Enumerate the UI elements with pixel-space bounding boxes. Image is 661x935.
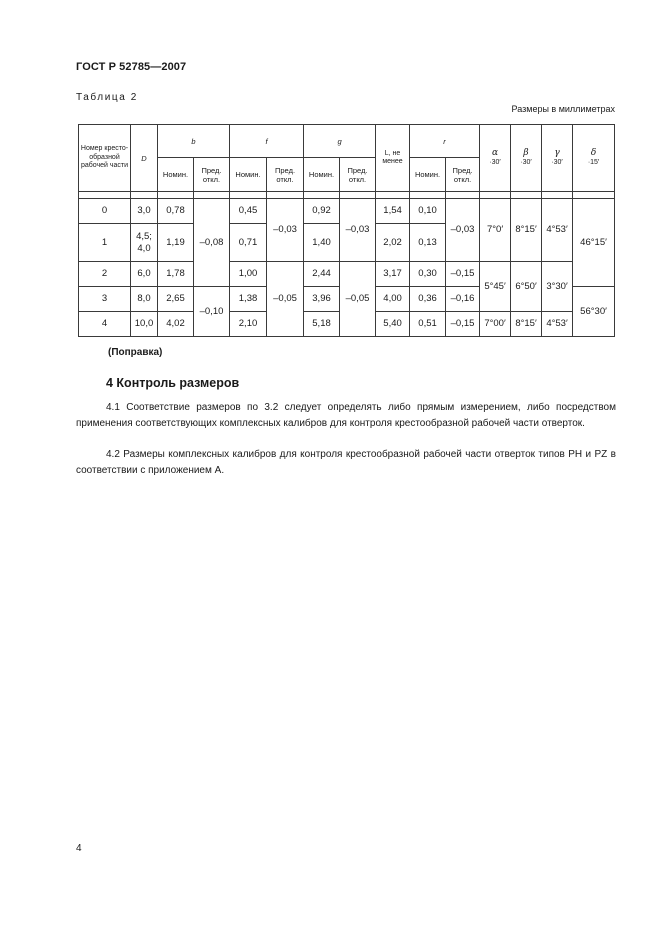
cell-delta-group-1: 46°15′ — [573, 199, 615, 287]
cell-alpha-group-1: 7°0′ — [480, 199, 511, 262]
cell-g-deviation-group-1: –0,03 — [340, 199, 376, 262]
cell-r-deviation: –0,16 — [446, 287, 480, 312]
cell-num: 1 — [79, 224, 131, 262]
cell-D: 8,0 — [131, 287, 158, 312]
header-b-deviation: Пред. откл. — [194, 158, 230, 192]
cell-D: 3,0 — [131, 199, 158, 224]
cell-g-nominal: 5,18 — [304, 312, 340, 337]
cell-L: 1,54 — [376, 199, 410, 224]
cell-b-nominal: 2,65 — [158, 287, 194, 312]
cell-alpha-group-2: 5°45′ — [480, 262, 511, 312]
cell-gamma-group-2: 3°30′ — [542, 262, 573, 312]
cell-D: 10,0 — [131, 312, 158, 337]
header-r: r — [410, 125, 480, 158]
header-alpha — [480, 125, 511, 192]
table-units-note: Размеры в миллиметрах — [511, 104, 615, 114]
header-crosspoint-number: Номер кресто-образной рабочей части — [79, 125, 131, 192]
table-label: Таблица 2 — [76, 92, 138, 103]
page-number: 4 — [76, 843, 82, 854]
table-row — [79, 262, 615, 287]
header-f: f — [230, 125, 304, 158]
section-heading: 4 Контроль размеров — [106, 376, 240, 390]
header-g: g — [304, 125, 376, 158]
header-g-nominal: Номин. — [304, 158, 340, 192]
cell-num: 3 — [79, 287, 131, 312]
paragraph-4-1 — [76, 400, 616, 432]
header-L: L, не менее — [376, 125, 410, 192]
beta-symbol: β — [523, 148, 529, 159]
cell-b-deviation-group-1: –0,08 — [194, 199, 230, 287]
amendment-note: (Поправка) — [108, 347, 163, 358]
cell-f-nominal: 0,71 — [230, 224, 267, 262]
delta-symbol: δ — [590, 148, 597, 159]
header-r-nominal: Номин. — [410, 158, 446, 192]
header-g-deviation: Пред. откл. — [340, 158, 376, 192]
cell-g-deviation-group-2: –0,05 — [340, 262, 376, 337]
cell-r-deviation: –0,15 — [446, 312, 480, 337]
cell-g-nominal: 3,96 — [304, 287, 340, 312]
cell-b-deviation-group-2: –0,10 — [194, 287, 230, 337]
delta-tolerance: ·15′ — [587, 159, 600, 167]
header-separator-row — [79, 192, 615, 199]
cell-beta-group-1: 8°15′ — [511, 199, 542, 262]
cell-alpha: 7°00′ — [480, 312, 511, 337]
cell-beta: 8°15′ — [511, 312, 542, 337]
cell-num: 2 — [79, 262, 131, 287]
cell-gamma: 4°53′ — [542, 312, 573, 337]
cell-b-nominal: 0,78 — [158, 199, 194, 224]
cell-g-nominal: 1,40 — [304, 224, 340, 262]
gamma-tolerance: ·30′ — [551, 159, 563, 167]
header-f-deviation: Пред. откл. — [267, 158, 304, 192]
cell-delta-group-2: 56°30′ — [573, 287, 615, 337]
document-code: ГОСТ Р 52785—2007 — [76, 61, 187, 73]
cell-f-deviation-group-1: –0,03 — [267, 199, 304, 262]
cell-D: 4,5; 4,0 — [131, 224, 158, 262]
cell-g-nominal: 0,92 — [304, 199, 340, 224]
cell-f-nominal: 1,00 — [230, 262, 267, 287]
cell-gamma-group-1: 4°53′ — [542, 199, 573, 262]
table-row — [79, 199, 615, 224]
header-r-deviation: Пред. откл. — [446, 158, 480, 192]
alpha-tolerance: ·30′ — [489, 159, 501, 167]
cell-g-nominal: 2,44 — [304, 262, 340, 287]
cell-r-nominal: 0,30 — [410, 262, 446, 287]
cell-num: 0 — [79, 199, 131, 224]
header-beta — [511, 125, 542, 192]
cell-L: 2,02 — [376, 224, 410, 262]
header-b-nominal: Номин. — [158, 158, 194, 192]
cell-f-nominal: 0,45 — [230, 199, 267, 224]
header-gamma — [542, 125, 573, 192]
beta-tolerance: ·30′ — [520, 159, 532, 167]
cell-num: 4 — [79, 312, 131, 337]
cell-b-nominal: 1,19 — [158, 224, 194, 262]
cell-r-nominal: 0,10 — [410, 199, 446, 224]
cell-L: 3,17 — [376, 262, 410, 287]
gamma-symbol: γ — [554, 148, 560, 159]
paragraph-4-2-text: 4.2 Размеры комплексных калибров для контроля крестообразной рабочей части отверток типов PH и PZ в соответствии с приложением А. — [76, 449, 616, 476]
cell-r-nominal: 0,51 — [410, 312, 446, 337]
cell-r-deviation: –0,15 — [446, 262, 480, 287]
paragraph-4-2 — [76, 447, 616, 479]
header-b: b — [158, 125, 230, 158]
paragraph-4-1-text: 4.1 Соответствие размеров по 3.2 следует определять либо прямым измерением, либо посредством применения соответствующих комплексных калибров для контроля крестообразной рабочей части отверток. — [76, 402, 616, 429]
header-delta — [573, 125, 615, 192]
cell-L: 5,40 — [376, 312, 410, 337]
cell-f-nominal: 2,10 — [230, 312, 267, 337]
header-f-nominal: Номин. — [230, 158, 267, 192]
dimensions-table — [78, 124, 615, 337]
cell-f-nominal: 1,38 — [230, 287, 267, 312]
cell-b-nominal: 4,02 — [158, 312, 194, 337]
cell-r-deviation-group-1: –0,03 — [446, 199, 480, 262]
cell-r-nominal: 0,13 — [410, 224, 446, 262]
alpha-symbol: α — [491, 148, 499, 159]
cell-f-deviation-group-2: –0,05 — [267, 262, 304, 337]
cell-D: 6,0 — [131, 262, 158, 287]
cell-b-nominal: 1,78 — [158, 262, 194, 287]
cell-L: 4,00 — [376, 287, 410, 312]
header-D: D — [131, 125, 158, 192]
cell-r-nominal: 0,36 — [410, 287, 446, 312]
cell-beta-group-2: 6°50′ — [511, 262, 542, 312]
